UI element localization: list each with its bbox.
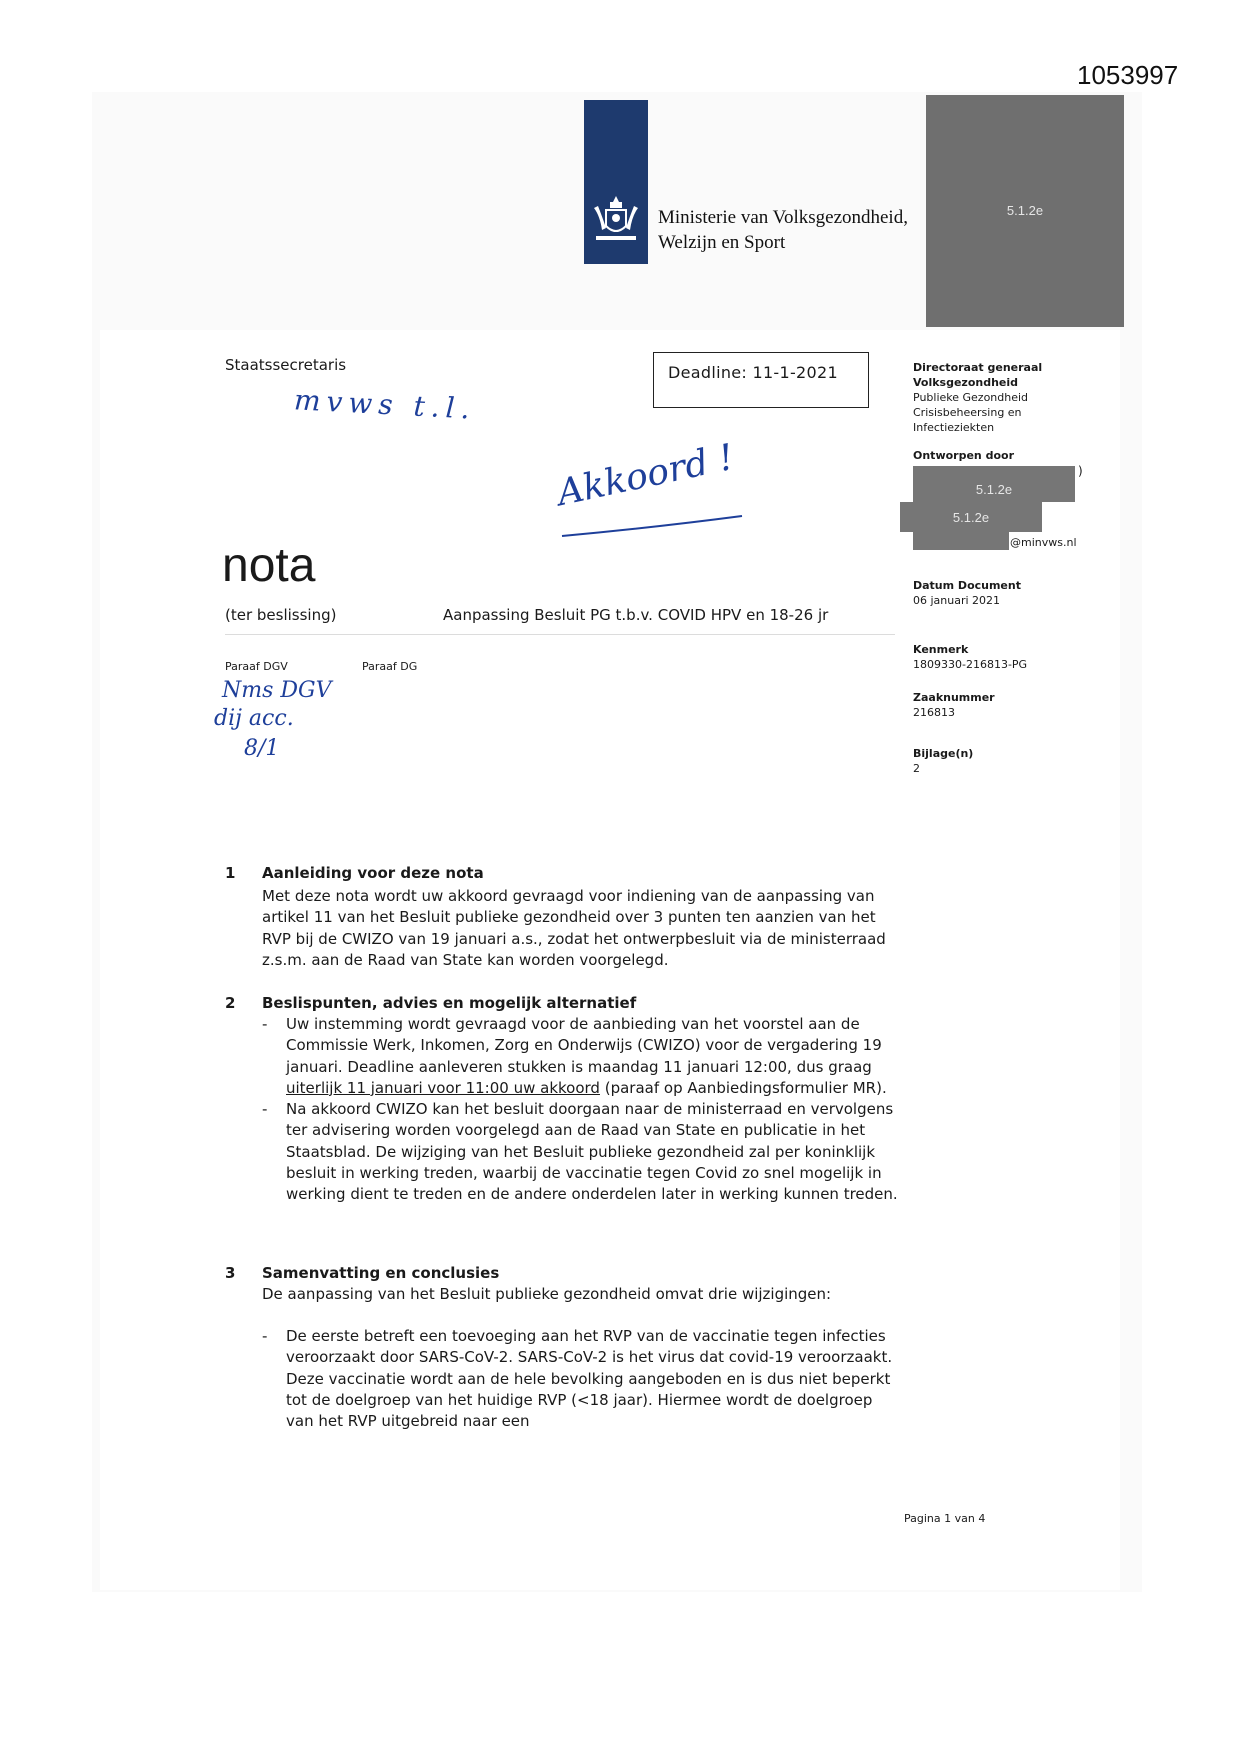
- dg-title-line1: Directoraat generaal: [913, 361, 1043, 374]
- addressee: Staatssecretaris: [225, 356, 347, 374]
- document-number: 1053997: [1077, 60, 1179, 90]
- underlined-deadline: uiterlijk 11 januari voor 11:00 uw akkoord: [286, 1078, 600, 1097]
- zaak-label: Zaaknummer: [913, 691, 995, 704]
- nota-subject: Aanpassing Besluit PG t.b.v. COVID HPV en 18-26 jr: [443, 606, 829, 624]
- sidebar-meta: [913, 578, 1027, 776]
- section-body: Met deze nota wordt uw akkoord gevraagd voor indiening van de aanpassing van artikel 11 van het Besluit publieke gezondheid over 3 punten ten aanzien van het RVP bij de CWIZO van 19 januari a.s., zodat het ontwerpbesluit via de ministerraad z.s.m. aan de Raad van State kan worden voorgelegd.: [262, 887, 886, 969]
- ministry-line2: Welzijn en Sport: [658, 232, 786, 253]
- dept-line2: Crisisbeheersing en: [913, 406, 1022, 419]
- section-bullets: [262, 1014, 902, 1206]
- handwriting-mvws: mvws t.l.: [293, 383, 477, 426]
- section-number: 1: [225, 864, 236, 882]
- dg-title-line2: Volksgezondheid: [913, 376, 1019, 389]
- ministry-line1: Ministerie van Volksgezondheid,: [658, 207, 908, 228]
- dept-line1: Publieke Gezondheid: [913, 391, 1029, 404]
- section-number: 3: [225, 1264, 236, 1282]
- handwriting-akkoord: Akkoord !: [553, 436, 738, 515]
- sidebar-paren: ): [1078, 464, 1083, 478]
- handwriting-note2: dij acc.: [214, 706, 294, 731]
- subject-divider: [225, 634, 895, 635]
- kenmerk-label: Kenmerk: [913, 643, 969, 656]
- date-value: 06 januari 2021: [913, 594, 1001, 607]
- page-number: Pagina 1 van 4: [904, 1512, 986, 1525]
- deadline-box: Deadline: 11-1-2021: [653, 352, 869, 408]
- paraaf-dgv: Paraaf DGV: [225, 660, 288, 673]
- section-heading: Aanleiding voor deze nota: [262, 864, 484, 882]
- designed-by-label: Ontworpen door: [913, 449, 1014, 462]
- ministry-name: [658, 205, 908, 255]
- redaction-code: 5.1.2e: [975, 482, 1013, 497]
- redaction-box: [913, 466, 1075, 502]
- handwriting-note3: 8/1: [244, 736, 280, 761]
- redaction-box: [900, 502, 1042, 532]
- nota-type: (ter beslissing): [225, 606, 337, 624]
- section-intro: De aanpassing van het Besluit publieke gezondheid omvat drie wijzigingen:: [262, 1285, 832, 1303]
- zaak-value: 216813: [913, 706, 955, 719]
- bijlage-label: Bijlage(n): [913, 747, 974, 760]
- list-item: - De eerste betreft een toevoeging aan het RVP van de vaccinatie tegen infecties veroorzaakt door SARS-CoV-2. SARS-CoV-2 is het virus dat covid-19 veroorzaakt. Deze vaccinatie wordt aan de hele bevolking aangeboden en is dus niet beperkt tot de doelgroep van het huidige RVP (<18 jaar). Hiermee wordt de doelgroep van het RVP uitgebreid naar een: [262, 1326, 902, 1432]
- sidebar-sender: [913, 360, 1042, 435]
- dept-line3: Infectieziekten: [913, 421, 995, 434]
- bijlage-value: 2: [913, 762, 920, 775]
- handwriting-underline: [560, 510, 745, 540]
- section-heading: Beslispunten, advies en mogelijk alternatief: [262, 994, 637, 1012]
- redaction-code: 5.1.2e: [952, 510, 990, 525]
- date-label: Datum Document: [913, 579, 1021, 592]
- section-heading: Samenvatting en conclusies: [262, 1264, 500, 1282]
- list-item: - Uw instemming wordt gevraagd voor de aanbieding van het voorstel aan de Commissie Werk, Inkomen, Zorg en Onderwijs (CWIZO) voor de vergadering 19 januari. Deadline aanleveren stukken is maandag 11 januari 12:00, dus graag uiterlijk 11 januari voor 11:00 uw akkoord (paraaf op Aanbiedingsformulier MR).: [262, 1014, 902, 1099]
- page-title: nota: [222, 539, 316, 592]
- crest-icon: [588, 192, 644, 244]
- paraaf-dg: Paraaf DG: [362, 660, 418, 673]
- redaction-box: [913, 532, 1009, 550]
- sidebar-email: @minvws.nl: [1010, 536, 1077, 549]
- section-number: 2: [225, 994, 236, 1012]
- section-bullets: [262, 1326, 902, 1432]
- kenmerk-value: 1809330-216813-PG: [913, 658, 1028, 671]
- list-item: - Na akkoord CWIZO kan het besluit doorgaan naar de ministerraad en vervolgens ter advisering worden voorgelegd aan de Raad van State en publicatie in het Staatsblad. De wijziging van het Besluit publieke gezondheid zal per koninklijk besluit in werking treden, waarbij de vaccinatie tegen Covid zo snel mogelijk in werking dient te treden en de andere onderdelen later in werking kunnen treden.: [262, 1099, 902, 1205]
- handwriting-note1: Nms DGV: [222, 678, 332, 703]
- ministry-logo-bar: [584, 100, 648, 264]
- redaction-code: 5.1.2e: [1006, 203, 1044, 218]
- redaction-box-large: [926, 95, 1124, 327]
